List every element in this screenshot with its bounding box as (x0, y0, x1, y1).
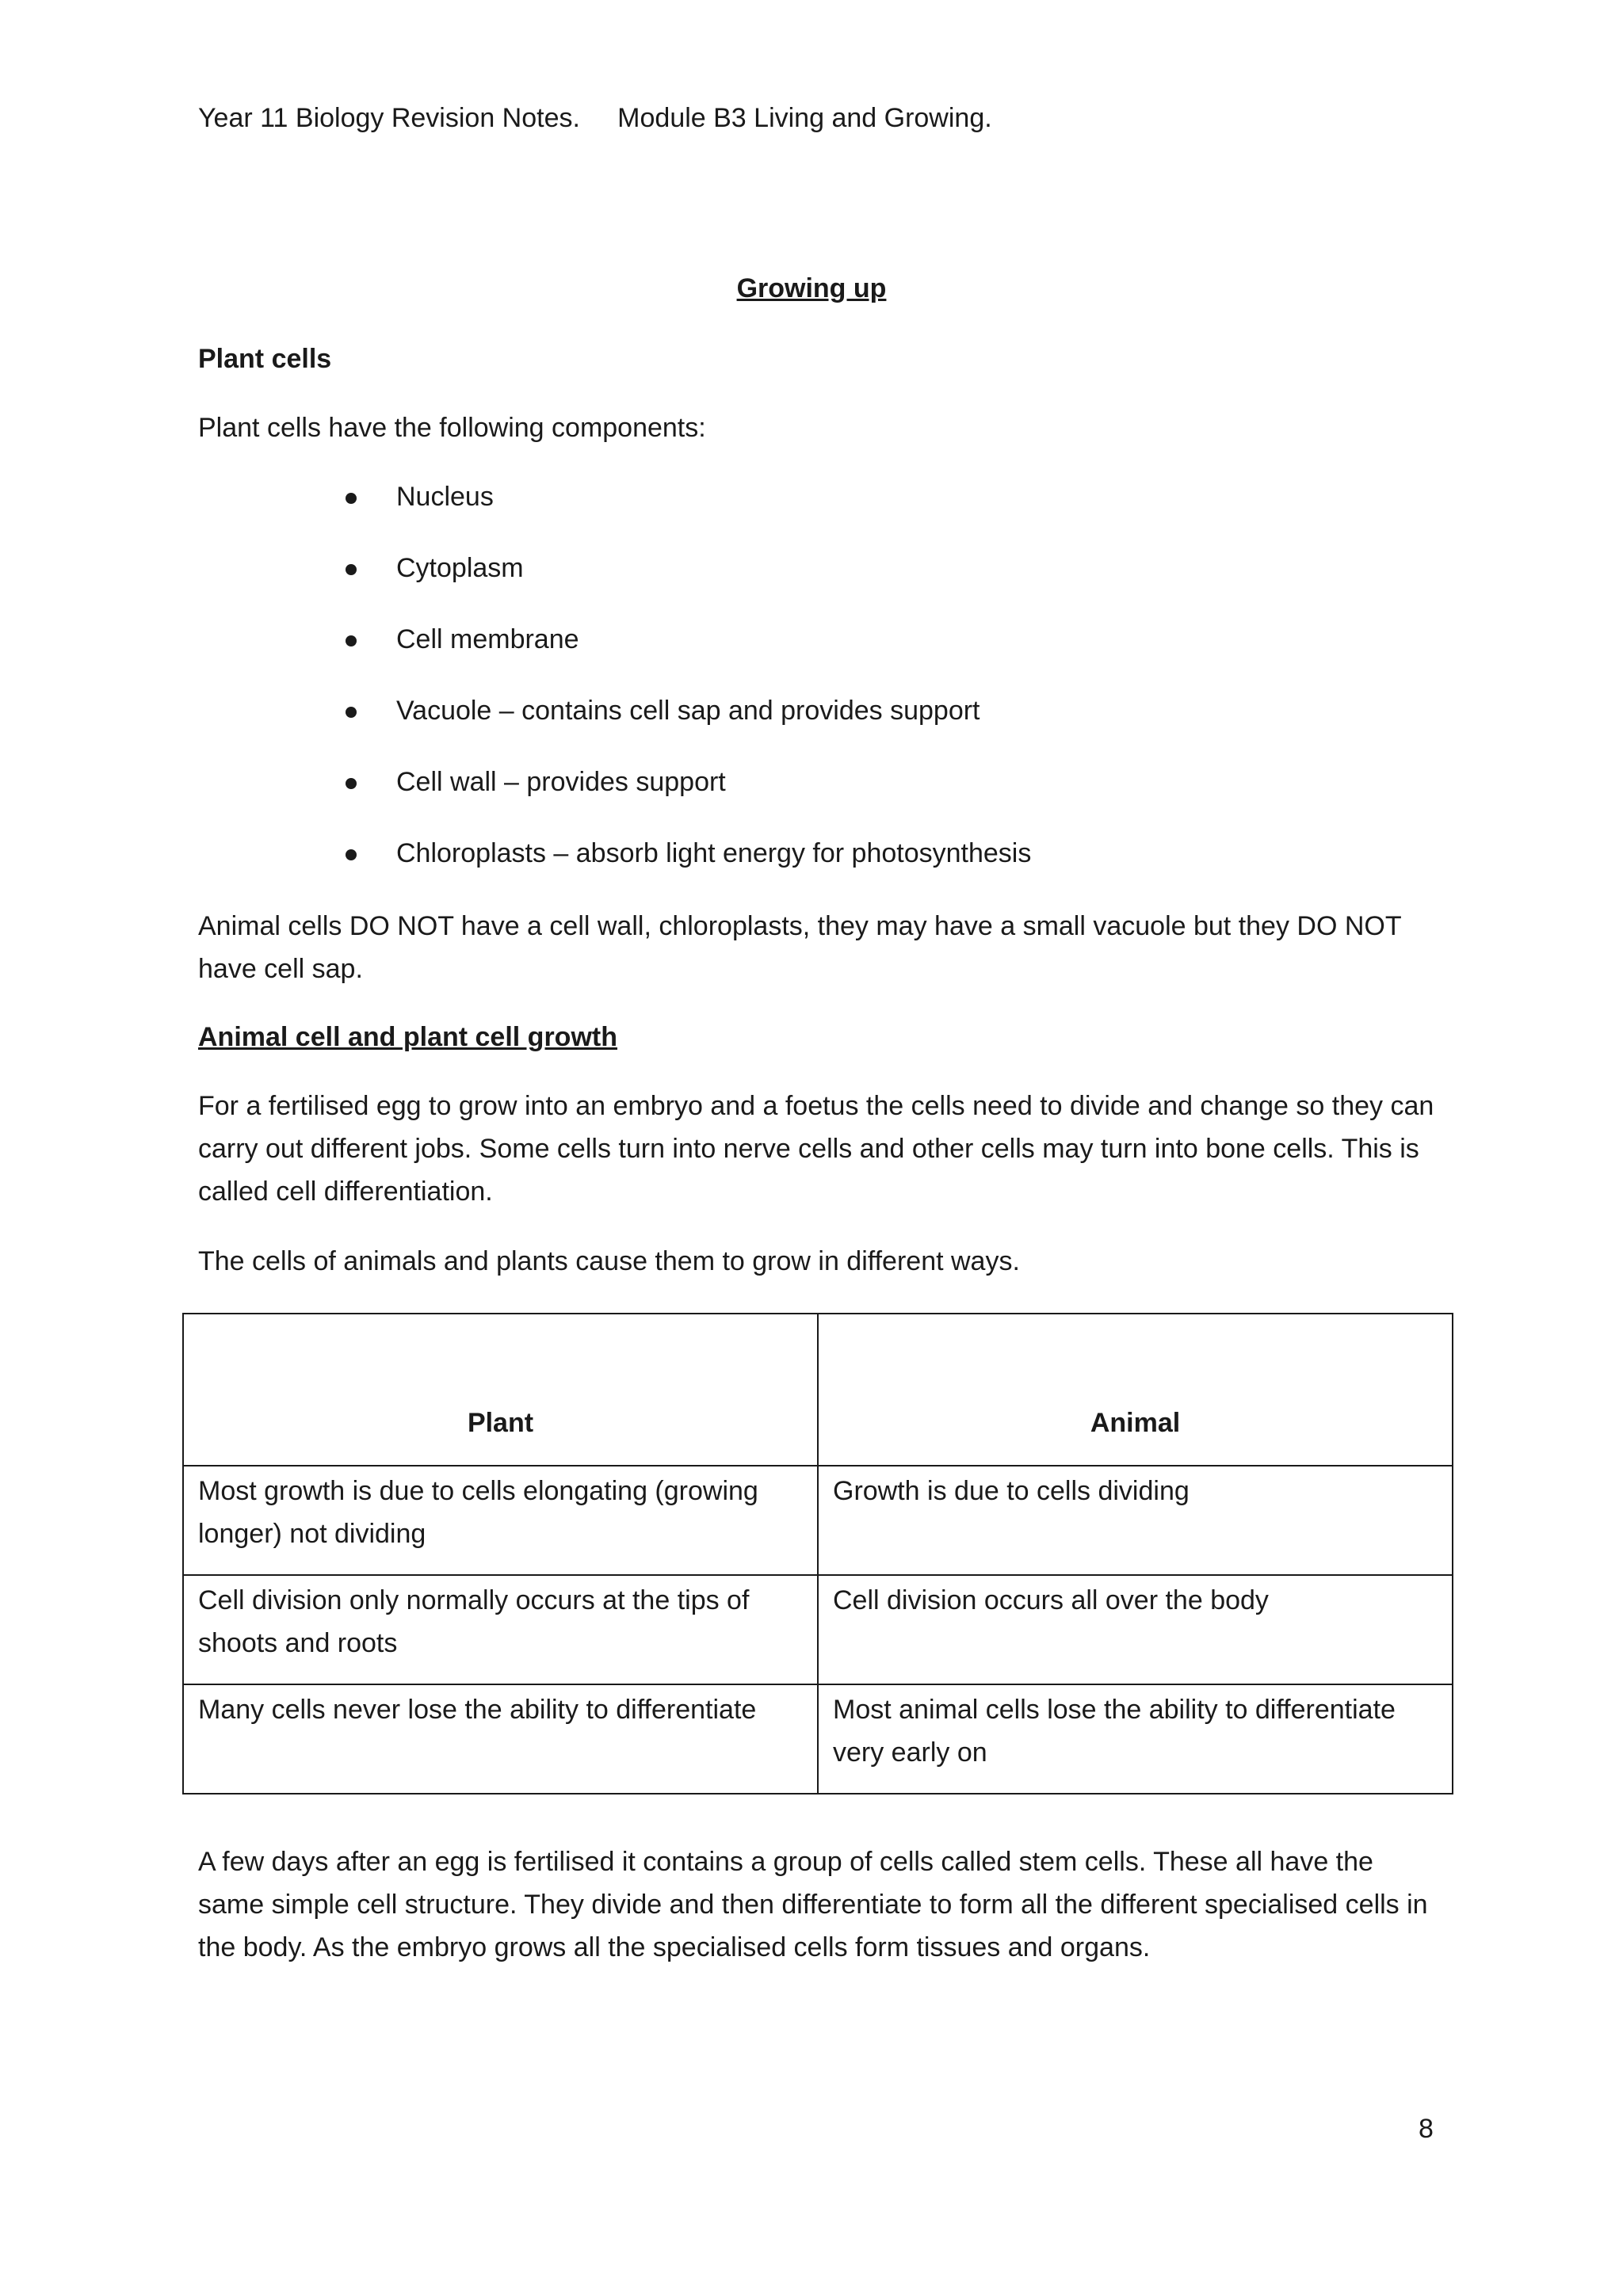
table-row (183, 1466, 1453, 1575)
list-item-text: Nucleus (396, 482, 494, 512)
column-header-plant: Plant (183, 1314, 818, 1466)
bullet-icon (346, 849, 357, 860)
animal-cells-note: Animal cells DO NOT have a cell wall, chloroplasts, they may have a small vacuole but they DO NOT have cell sap. (198, 911, 1402, 984)
table-cell: Most growth is due to cells elongating (growing longer) not dividing (183, 1466, 818, 1575)
table-cell: Cell division occurs all over the body (818, 1575, 1453, 1684)
list-item-text: Chloroplasts – absorb light energy for photosynthesis (396, 838, 1032, 868)
plant-animal-comparison-table (182, 1313, 1453, 1794)
column-header-animal: Animal (818, 1314, 1453, 1466)
table-cell: Most animal cells lose the ability to differentiate very early on (818, 1684, 1453, 1794)
bullet-icon (346, 778, 357, 789)
table-cell: Many cells never lose the ability to differentiate (183, 1684, 818, 1794)
growth-ways-paragraph: The cells of animals and plants cause them to grow in different ways. (198, 1246, 1020, 1276)
table-cell: Growth is due to cells dividing (818, 1466, 1453, 1575)
table-cell: Cell division only normally occurs at the tips of shoots and roots (183, 1575, 818, 1684)
page-number: 8 (1419, 2114, 1434, 2144)
section-heading-cell-growth: Animal cell and plant cell growth (198, 1022, 617, 1052)
table-header-row (183, 1314, 1453, 1466)
page-title: Growing up (736, 273, 887, 303)
plant-cells-intro: Plant cells have the following components: (198, 413, 706, 443)
list-item-text: Cell wall – provides support (396, 767, 726, 797)
table-row (183, 1575, 1453, 1684)
section-heading-plant-cells: Plant cells (198, 344, 332, 374)
page-header: Year 11 Biology Revision Notes. Module B3 Living and Growing. (198, 103, 992, 133)
bullet-icon (346, 493, 357, 504)
stem-cells-paragraph: A few days after an egg is fertilised it contains a group of cells called stem cells. These all have the same simple cell structure. They divide and then differentiate to form all the different specialised cells in the body. As the embryo grows all the specialised cells form tissues and organs. (198, 1847, 1428, 1962)
differentiation-paragraph: For a fertilised egg to grow into an embryo and a foetus the cells need to divide and change so they can carry out different jobs. Some cells turn into nerve cells and other cells may turn into bone cells. This is called cell differentiation. (198, 1091, 1434, 1207)
table-row (183, 1684, 1453, 1794)
bullet-icon (346, 564, 357, 575)
list-item-text: Vacuole – contains cell sap and provides support (396, 696, 980, 726)
list-item-text: Cell membrane (396, 624, 579, 654)
list-item-text: Cytoplasm (396, 553, 524, 583)
bullet-icon (346, 707, 357, 718)
bullet-icon (346, 635, 357, 646)
